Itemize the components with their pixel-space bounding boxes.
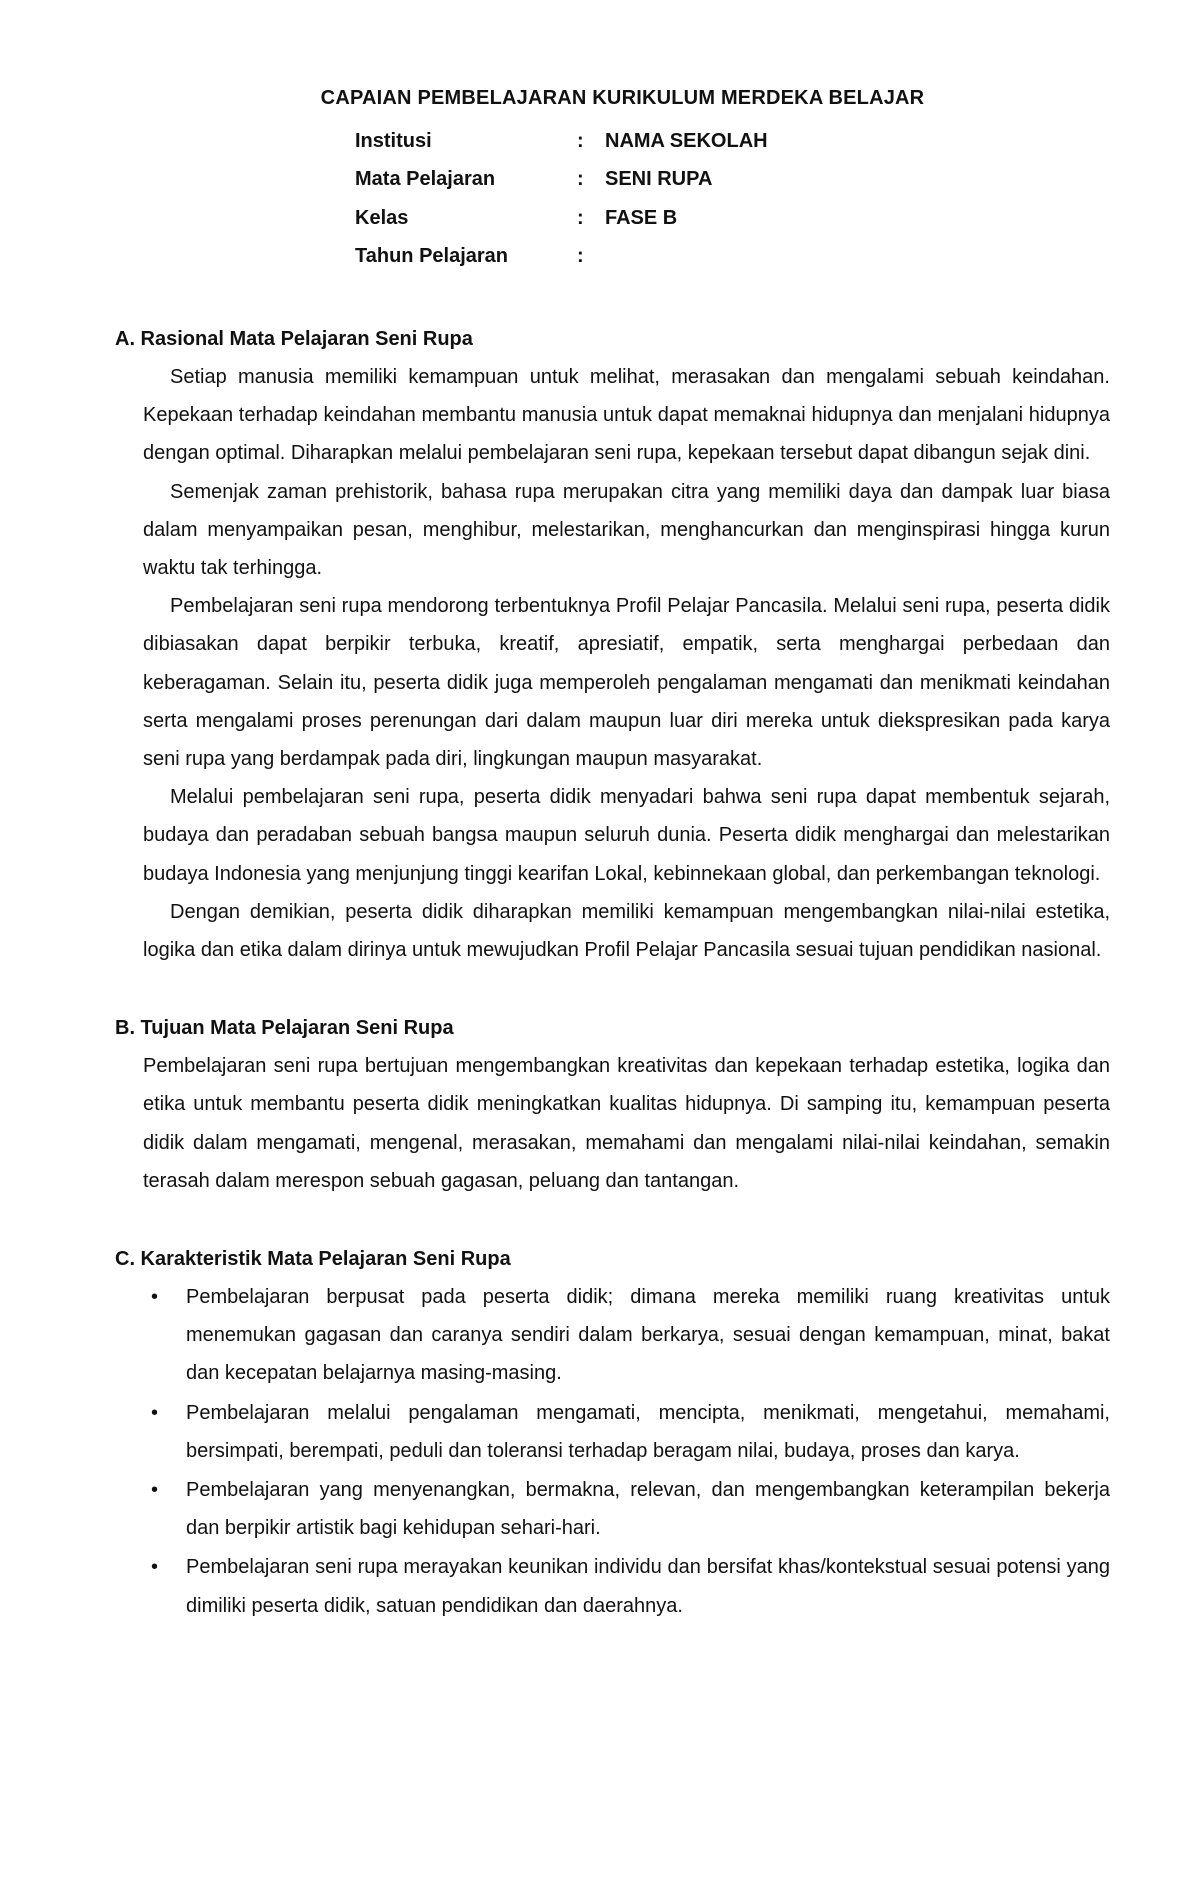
meta-row-institusi xyxy=(355,122,768,161)
meta-row-kelas xyxy=(355,199,768,238)
meta-value xyxy=(605,238,768,277)
meta-colon: : xyxy=(577,206,584,229)
paragraph: Semenjak zaman prehistorik, bahasa rupa merupakan citra yang memiliki daya dan dampak luar biasa dalam menyampaikan pesan, menghibur, melestarikan, menghancurkan dan menginspirasi hingga kurun waktu tak terhingga. xyxy=(143,480,1110,580)
meta-label: Institusi xyxy=(355,129,432,152)
paragraph: Setiap manusia memiliki kemampuan untuk melihat, merasakan dan mengalami sebuah keindahan. Kepekaan terhadap keindahan membantu manusia untuk dapat memaknai hidupnya dan menjalani hidupnya dengan optimal. Diharapkan melalui pembelajaran seni rupa, kepekaan tersebut dapat dibangun sejak dini. xyxy=(143,366,1110,465)
meta-label: Mata Pelajaran xyxy=(355,168,496,191)
section-rasional xyxy=(115,320,1110,969)
bullet-list xyxy=(115,1278,1110,1625)
meta-colon: : xyxy=(577,168,584,191)
section-heading: B. Tujuan Mata Pelajaran Seni Rupa xyxy=(115,1017,454,1040)
document-title: CAPAIAN PEMBELAJARAN KURIKULUM MERDEKA BELAJAR xyxy=(320,87,925,109)
list-item-text: Pembelajaran melalui pengalaman mengamati, mencipta, menikmati, mengetahui, memahami, bersimpati, berempati, peduli dan toleransi terhadap beragam nilai, budaya, proses dan karya. xyxy=(186,1401,1110,1462)
list-item xyxy=(143,1278,1110,1393)
meta-value: FASE B xyxy=(605,206,678,229)
meta-value: NAMA SEKOLAH xyxy=(605,129,768,152)
section-karakteristik xyxy=(115,1240,1110,1625)
list-item xyxy=(143,1394,1110,1470)
section-tujuan xyxy=(115,1009,1110,1200)
bullet-icon: • xyxy=(151,1286,159,1309)
bullet-icon: • xyxy=(151,1556,159,1579)
bullet-icon: • xyxy=(151,1401,159,1424)
paragraph: Pembelajaran seni rupa bertujuan mengembangkan kreativitas dan kepekaan terhadap estetika, logika dan etika untuk membantu peserta didik meningkatkan kualitas hidupnya. Di samping itu, kemampuan peserta didik dalam mengamati, mengenal, merasakan, memahami dan mengalami nilai-nilai keindahan, semakin terasah dalam merespon sebuah gagasan, peluang dan tantangan. xyxy=(143,1055,1110,1192)
paragraph: Melalui pembelajaran seni rupa, peserta didik menyadari bahwa seni rupa dapat membentuk sejarah, budaya dan peradaban sebuah bangsa maupun seluruh dunia. Peserta didik menghargai dan melestarikan budaya Indonesia yang menjunjung tinggi kearifan Lokal, kebinnekaan global, dan perkembangan teknologi. xyxy=(143,786,1110,885)
list-item-text: Pembelajaran berpusat pada peserta didik; dimana mereka memiliki ruang kreativitas untuk menemukan gagasan dan caranya sendiri dalam berkarya, sesuai dengan kemampuan, minat, bakat dan kecepatan belajarnya masing-masing. xyxy=(186,1286,1110,1385)
paragraph: Pembelajaran seni rupa mendorong terbentuknya Profil Pelajar Pancasila. Melalui seni rupa, peserta didik dibiasakan dapat berpikir terbuka, kreatif, apresiatif, empatik, serta menghargai perbedaan dan keberagaman. Selain itu, peserta didik juga memperoleh pengalaman mengamati dan menikmati keindahan serta mengalami proses perenungan dari dalam maupun luar diri mereka untuk diekspresikan pada karya seni rupa yang berdampak pada diri, lingkungan maupun masyarakat. xyxy=(143,595,1110,771)
document-meta-table xyxy=(355,122,768,276)
section-heading: C. Karakteristik Mata Pelajaran Seni Rupa xyxy=(115,1248,511,1271)
meta-colon: : xyxy=(577,129,584,152)
list-item xyxy=(143,1471,1110,1547)
list-item xyxy=(143,1548,1110,1624)
meta-label: Tahun Pelajaran xyxy=(355,245,509,268)
meta-row-mata-pelajaran xyxy=(355,161,768,200)
meta-colon: : xyxy=(577,245,584,268)
section-heading: A. Rasional Mata Pelajaran Seni Rupa xyxy=(115,328,473,350)
list-item-text: Pembelajaran yang menyenangkan, bermakna, relevan, dan mengembangkan keterampilan bekerja dan berpikir artistik bagi kehidupan sehari-hari. xyxy=(186,1479,1110,1540)
meta-label: Kelas xyxy=(355,206,409,229)
list-item-text: Pembelajaran seni rupa merayakan keunikan individu dan bersifat khas/kontekstual sesuai potensi yang dimiliki peserta didik, satuan pendidikan dan daerahnya. xyxy=(186,1556,1110,1617)
meta-value: SENI RUPA xyxy=(605,168,713,191)
bullet-icon: • xyxy=(151,1479,159,1502)
paragraph: Dengan demikian, peserta didik diharapkan memiliki kemampuan mengembangkan nilai-nilai estetika, logika dan etika dalam dirinya untuk mewujudkan Profil Pelajar Pancasila sesuai tujuan pendidikan nasional. xyxy=(143,900,1110,962)
meta-row-tahun-pelajaran xyxy=(355,238,768,277)
